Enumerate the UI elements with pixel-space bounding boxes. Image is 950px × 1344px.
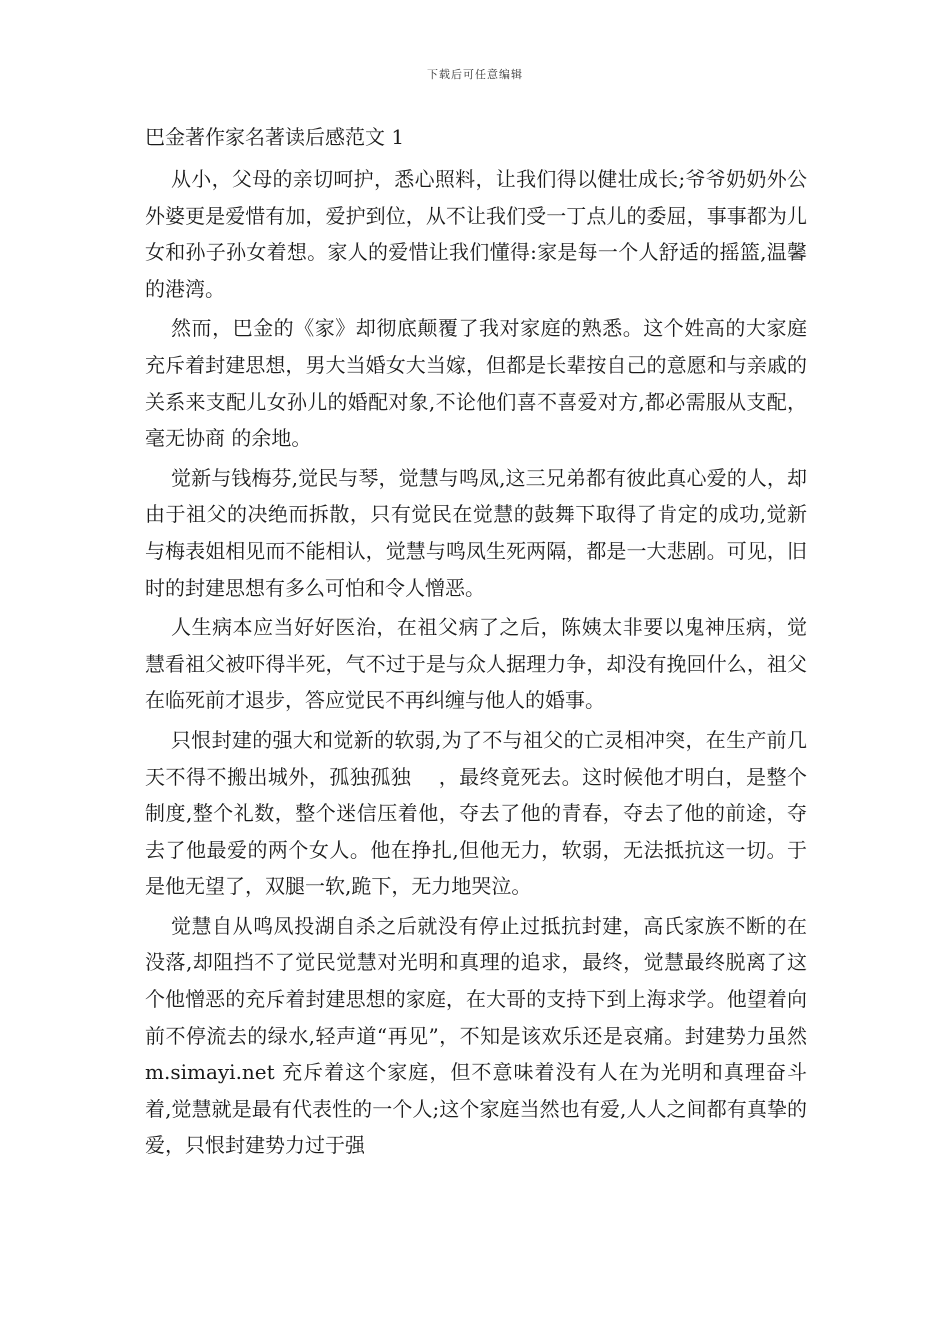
paragraph: 人生病本应当好好医治，在祖父病了之后，陈姨太非要以鬼神压病，觉慧看祖父被吓得半死，气不过于是与众人据理力争，却没有挽回什么，祖父在临死前才退步，答应觉民不再纠缠与他人的婚事。 xyxy=(145,615,807,713)
paragraph: 觉新与钱梅芬,觉民与琴，觉慧与鸣凤,这三兄弟都有彼此真心爱的人，却由于祖父的决绝而拆散，只有觉民在觉慧的鼓舞下取得了肯定的成功,觉新与梅表姐相见而不能相认，觉慧与鸣凤生死两隔，都是一大悲剧。可见，旧时的封建思想有多么可怕和令人憎恶。 xyxy=(145,465,807,600)
document-body xyxy=(145,161,814,1164)
paragraph: 只恨封建的强大和觉新的软弱,为了不与祖父的亡灵相冲突，在生产前几天不得不搬出城外，孤独孤独 ，最终竟死去。这时候他才明白，是整个制度,整个礼数，整个迷信压着他，夺去了他的青春，夺去了他的前途，夺去了他最爱的两个女人。他在挣扎,但他无力，软弱，无法抵抗这一切。于是他无望了，双腿一软,跪下，无力地哭泣。 xyxy=(145,727,807,899)
document-title: 巴金著作家名著读后感范文 1 xyxy=(145,125,405,149)
paragraph: 然而，巴金的《家》却彻底颠覆了我对家庭的熟悉。这个姓高的大家庭充斥着封建思想，男大当婚女大当嫁，但都是长辈按自己的意愿和与亲戚的关系来支配儿女孙儿的婚配对象,不论他们喜不喜爱对方,都必需服从支配，毫无协商 的余地。 xyxy=(145,316,807,451)
page-header: 下载后可任意编辑 xyxy=(427,68,523,81)
paragraph: 从小，父母的亲切呵护，悉心照料，让我们得以健壮成长;爷爷奶奶外公外婆更是爱惜有加，爱护到位，从不让我们受一丁点儿的委屈，事事都为儿女和孙子孙女着想。家人的爱惜让我们懂得:家是每一个人舒适的摇篮,温馨的港湾。 xyxy=(145,167,807,301)
paragraph: 觉慧自从鸣凤投湖自杀之后就没有停止过抵抗封建，高氏家族不断的在没落,却阻挡不了觉民觉慧对光明和真理的追求，最终，觉慧最终脱离了这个他憎恶的充斥着封建思想的家庭，在大哥的支持下到上海求学。他望着向前不停流去的绿水,轻声道“再见”，不知是该欢乐还是哀痛。封建势力虽然 m.simayi.net 充斥着这个家庭，但不意味着没有人在为光明和真理奋斗着,觉慧就是最有代表性的一个人;这个家庭当然也有爱,人人之间都有真挚的爱，只恨封建势力过于强 xyxy=(145,913,814,1158)
